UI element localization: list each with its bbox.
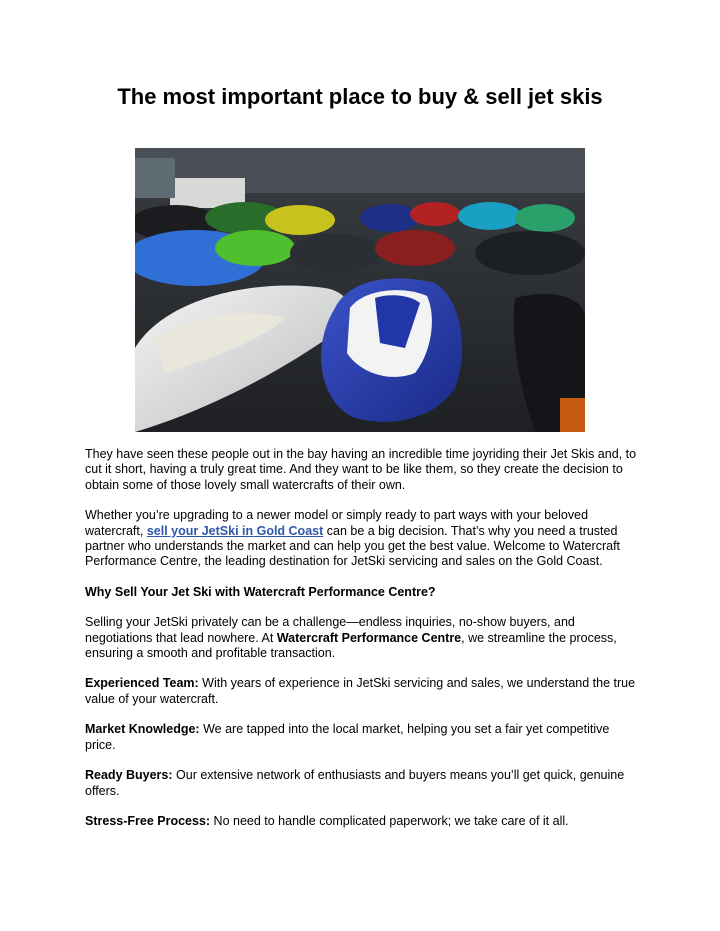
- experienced-team-text: With years of experience in JetSki servicing and sales, we understand the true value of your watercraft.: [85, 676, 636, 706]
- selling-paragraph: [85, 615, 637, 661]
- selling-text-2: , we streamline the process, ensuring a smooth and profitable transaction.: [85, 630, 617, 661]
- stress-free-text: No need to handle complicated paperwork; we take care of it all.: [210, 813, 569, 828]
- section-heading-text: Why Sell Your Jet Ski with Watercraft Performance Centre?: [85, 584, 436, 599]
- article-body: [85, 447, 637, 844]
- intro-paragraph: They have seen these people out in the bay having an incredible time joyriding their Jet Skis and, to cut it short, having a truly great time. And they want to be like them, so they create the decision to obtain some of those lovely small watercrafts of their own.: [85, 447, 637, 492]
- selling-text-1: Selling your JetSki privately can be a challenge—endless inquiries, no-show buyers, and negotiations that lead nowhere. At: [85, 615, 575, 645]
- company-name: Watercraft Performance Centre: [276, 630, 462, 645]
- stress-free-item: [85, 814, 637, 829]
- sell-paragraph-text-1: Whether you’re upgrading to a newer model or simply ready to part ways with your beloved watercraft,: [85, 508, 589, 538]
- section-heading: [85, 585, 637, 600]
- page-title: The most important place to buy & sell jet skis: [117, 84, 603, 109]
- jet-skis-photo: [135, 148, 585, 432]
- market-knowledge-item: [85, 722, 637, 753]
- ready-buyers-text: Our extensive network of enthusiasts and buyers means you’ll get quick, genuine offers.: [85, 768, 625, 798]
- sell-paragraph-text-2: can be a big decision. That’s why you need a trusted partner who understands the market and can help you get the best value. Welcome to Watercraft Performance Centre, the leading destination for JetSki servicing and sales on the Gold Coast.: [85, 523, 621, 569]
- market-knowledge-label: Market Knowledge:: [85, 722, 200, 737]
- stress-free-label: Stress-Free Process:: [85, 813, 211, 828]
- ready-buyers-item: [85, 768, 637, 799]
- market-knowledge-text: We are tapped into the local market, helping you set a fair yet competitive price.: [85, 722, 610, 752]
- jet-skis-showroom-photo-icon: [135, 148, 585, 432]
- experienced-team-label: Experienced Team:: [85, 676, 199, 691]
- sell-paragraph: [85, 508, 637, 570]
- sell-jetski-link[interactable]: sell your JetSki in Gold Coast: [146, 523, 324, 538]
- ready-buyers-label: Ready Buyers:: [85, 768, 173, 783]
- experienced-team-item: [85, 676, 637, 707]
